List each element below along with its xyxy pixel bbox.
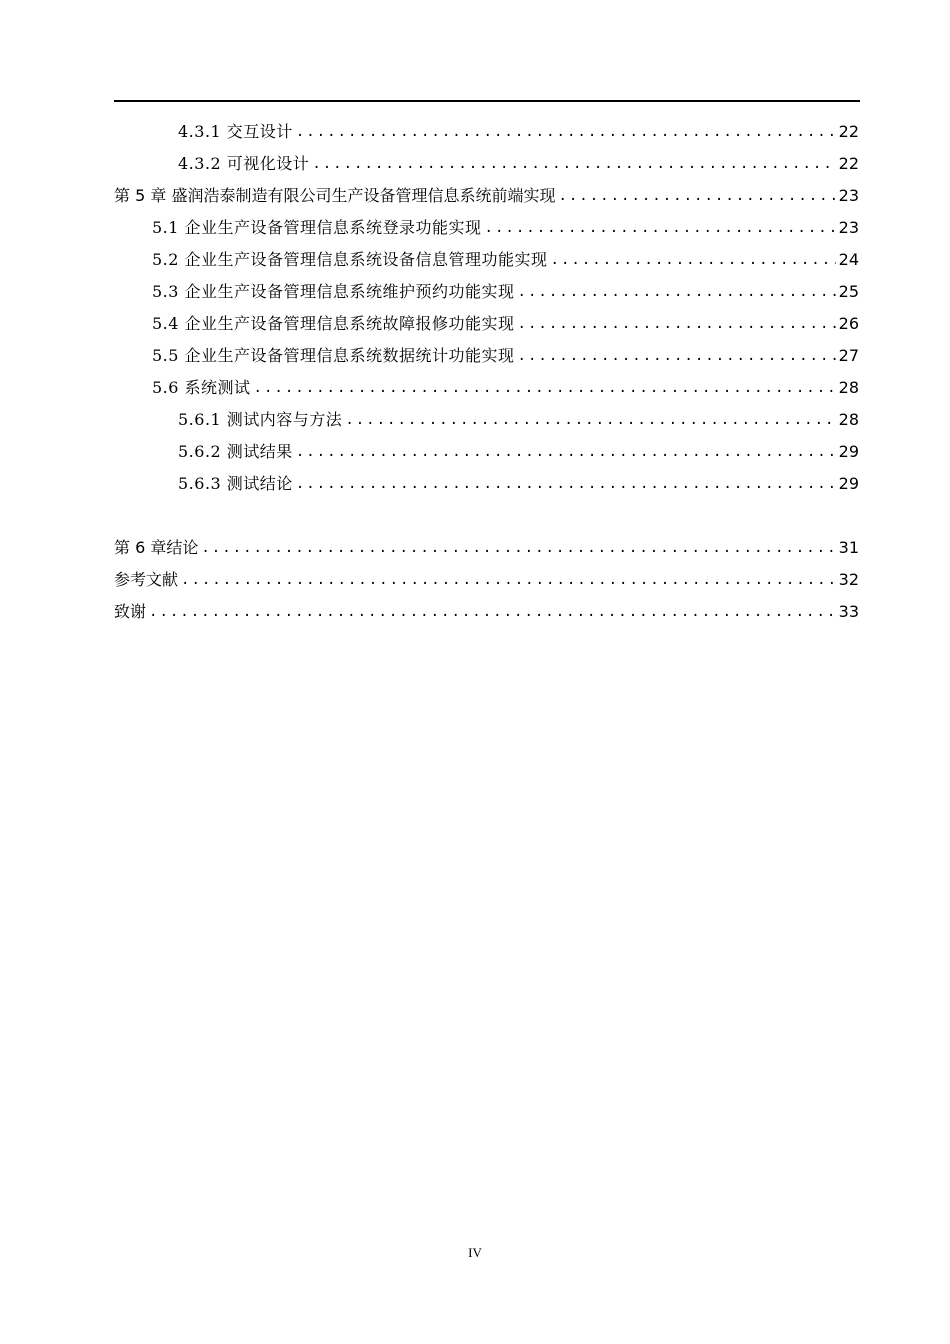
toc-entry-title: 4.3.1 交互设计 bbox=[178, 122, 293, 141]
toc-entry-title: 5.3 企业生产设备管理信息系统维护预约功能实现 bbox=[152, 282, 515, 301]
toc-entry-chapter-6[interactable] bbox=[114, 537, 859, 559]
dot-leader bbox=[485, 219, 836, 237]
toc-entry-page: 29 bbox=[838, 474, 859, 493]
toc-entry-page: 27 bbox=[838, 346, 859, 365]
toc-entry-page: 24 bbox=[838, 250, 859, 269]
toc-entry-5-2[interactable] bbox=[152, 249, 859, 271]
toc-entry-page: 28 bbox=[838, 378, 859, 397]
toc-entry-page: 29 bbox=[838, 442, 859, 461]
dot-leader bbox=[254, 379, 836, 397]
toc-entry-title: 5.6.3 测试结论 bbox=[178, 474, 293, 493]
toc-entry-5-5[interactable] bbox=[152, 345, 859, 367]
toc-entry-title: 第 6 章结论 bbox=[114, 538, 199, 557]
toc-entry-page: 31 bbox=[838, 538, 859, 557]
toc-entry-5-6-2[interactable] bbox=[178, 441, 859, 463]
dot-leader bbox=[558, 187, 835, 205]
toc-entry-title: 5.2 企业生产设备管理信息系统设备信息管理功能实现 bbox=[152, 250, 548, 269]
dot-leader bbox=[296, 123, 836, 141]
toc-entry-5-6-3[interactable] bbox=[178, 473, 859, 495]
dot-leader bbox=[296, 475, 836, 493]
toc-entry-5-3[interactable] bbox=[152, 281, 859, 303]
toc-entry-title: 5.6.1 测试内容与方法 bbox=[178, 410, 343, 429]
toc-entry-references[interactable] bbox=[114, 569, 859, 591]
dot-leader bbox=[518, 347, 836, 365]
toc-entry-page: 22 bbox=[838, 154, 859, 173]
dot-leader bbox=[518, 315, 836, 333]
toc-entry-page: 23 bbox=[838, 186, 859, 205]
toc-entry-page: 28 bbox=[838, 410, 859, 429]
toc-entry-title: 5.6.2 测试结果 bbox=[178, 442, 293, 461]
dot-leader bbox=[296, 443, 836, 461]
toc-entry-page: 22 bbox=[838, 122, 859, 141]
header-rule bbox=[114, 100, 860, 102]
toc-entry-title: 第 5 章 盛润浩泰制造有限公司生产设备管理信息系统前端实现 bbox=[114, 186, 556, 205]
toc-entry-5-1[interactable] bbox=[152, 217, 859, 239]
dot-leader bbox=[201, 539, 835, 557]
toc-entry-title: 5.1 企业生产设备管理信息系统登录功能实现 bbox=[152, 218, 482, 237]
toc-entry-acknowledgements[interactable] bbox=[114, 601, 859, 623]
toc-entry-5-4[interactable] bbox=[152, 313, 859, 335]
dot-leader bbox=[551, 251, 836, 269]
toc-entry-5-6[interactable] bbox=[152, 377, 859, 399]
toc-entry-page: 23 bbox=[838, 218, 859, 237]
dot-leader bbox=[345, 411, 835, 429]
toc-entry-title: 4.3.2 可视化设计 bbox=[178, 154, 310, 173]
toc-entry-page: 33 bbox=[838, 602, 859, 621]
toc-entry-4-3-1[interactable] bbox=[178, 121, 859, 143]
toc-entry-title: 参考文献 bbox=[114, 570, 179, 589]
toc-entry-page: 26 bbox=[838, 314, 859, 333]
toc-entry-title: 5.5 企业生产设备管理信息系统数据统计功能实现 bbox=[152, 346, 515, 365]
dot-leader bbox=[312, 155, 835, 173]
toc-entry-chapter-5[interactable] bbox=[114, 185, 859, 207]
toc-entry-5-6-1[interactable] bbox=[178, 409, 859, 431]
page-number: IV bbox=[468, 1245, 482, 1260]
toc-entry-title: 致谢 bbox=[114, 602, 147, 621]
dot-leader bbox=[149, 603, 836, 621]
dot-leader bbox=[518, 283, 836, 301]
dot-leader bbox=[181, 571, 836, 589]
toc-entry-4-3-2[interactable] bbox=[178, 153, 859, 175]
toc-entry-title: 5.4 企业生产设备管理信息系统故障报修功能实现 bbox=[152, 314, 515, 333]
toc-entry-page: 32 bbox=[838, 570, 859, 589]
toc-entry-page: 25 bbox=[838, 282, 859, 301]
toc-entry-title: 5.6 系统测试 bbox=[152, 378, 251, 397]
